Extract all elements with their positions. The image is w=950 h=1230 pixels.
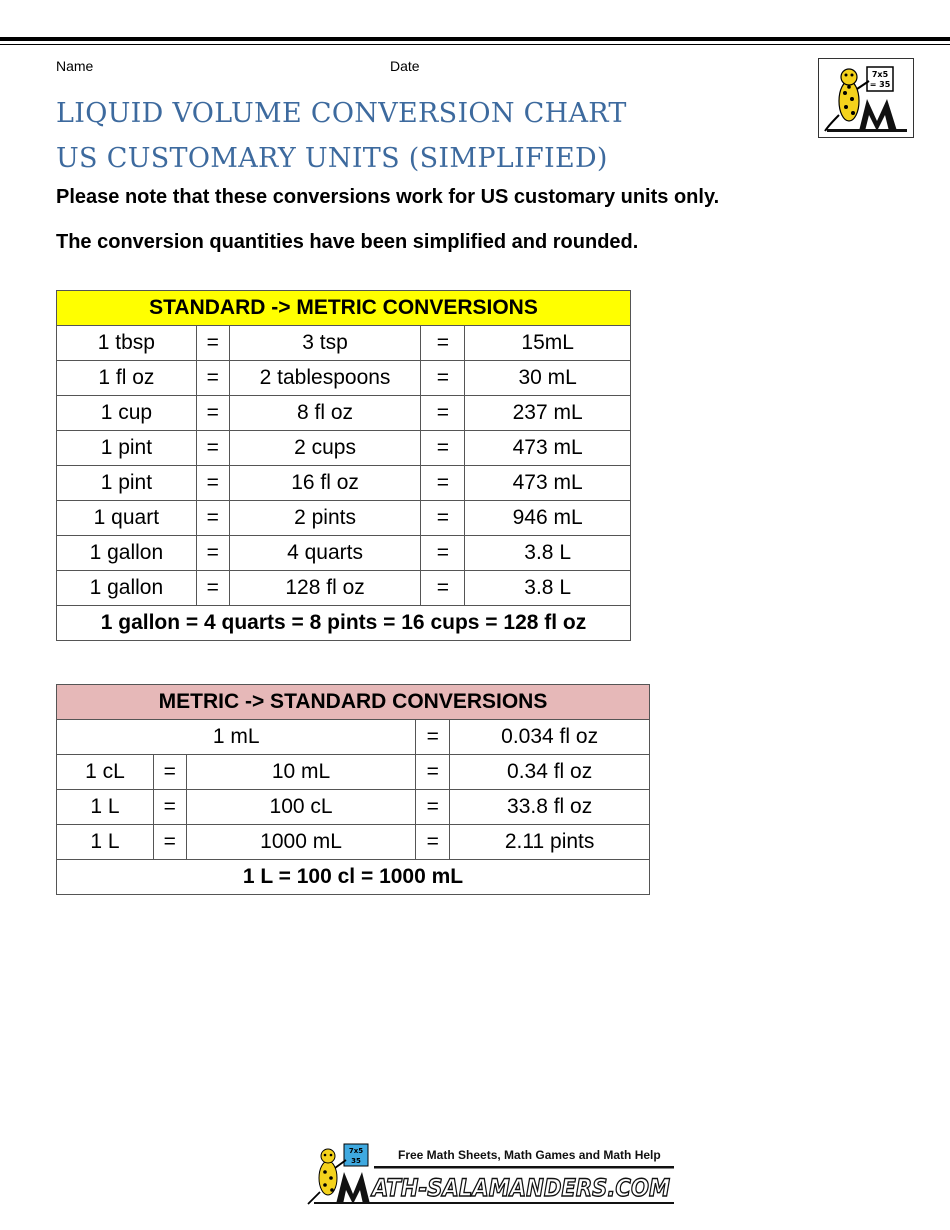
standard-to-metric-table [56, 290, 631, 641]
table-summary: 1 L = 100 cl = 1000 mL [57, 860, 650, 895]
title-line-1: LIQUID VOLUME CONVERSION CHART [56, 98, 627, 129]
metric-to-standard-table [56, 684, 650, 895]
footer-logo[interactable] [306, 1142, 676, 1206]
table-row: 1 gallon = 4 quarts = 3.8 L [57, 536, 631, 571]
note-rounded: The conversion quantities have been simplified and rounded. [56, 231, 639, 253]
table-row: 1 mL = 0.034 fl oz [57, 720, 650, 755]
date-label: Date [390, 58, 420, 74]
top-rule-thick [0, 37, 950, 41]
table-row: 1 L = 1000 mL = 2.11 pints [57, 825, 650, 860]
footer-brand: ATH-SALAMANDERS.COM [370, 1174, 671, 1202]
table-row: 1 pint = 2 cups = 473 mL [57, 431, 631, 466]
footer-badge-text-1: 7x5 [348, 1147, 364, 1155]
footer-tagline: Free Math Sheets, Math Games and Math Help [398, 1148, 661, 1162]
footer-salamander-logo-icon [306, 1142, 676, 1206]
top-rule-thin [0, 44, 950, 45]
table-row: 1 quart = 2 pints = 946 mL [57, 501, 631, 536]
logo-badge-text-1: 7x5 [871, 70, 889, 79]
note-us-units: Please note that these conversions work for US customary units only. [56, 186, 720, 208]
table-row: 1 cup = 8 fl oz = 237 mL [57, 396, 631, 431]
table-row: 1 fl oz = 2 tablespoons = 30 mL [57, 361, 631, 396]
table-summary: 1 gallon = 4 quarts = 8 pints = 16 cups = 128 fl oz [57, 606, 631, 641]
salamander-logo [818, 58, 914, 138]
logo-badge-text-2: = 35 [869, 80, 891, 89]
name-label: Name [56, 58, 94, 74]
table-row: 1 pint = 16 fl oz = 473 mL [57, 466, 631, 501]
table-row: 1 tbsp = 3 tsp = 15mL [57, 326, 631, 361]
table-row: 1 L = 100 cL = 33.8 fl oz [57, 790, 650, 825]
title-line-2: US CUSTOMARY UNITS (SIMPLIFIED) [56, 143, 608, 174]
table-header: METRIC -> STANDARD CONVERSIONS [57, 685, 650, 720]
table-row: 1 cL = 10 mL = 0.34 fl oz [57, 755, 650, 790]
footer-badge-text-2: 35 [351, 1157, 361, 1165]
table-row: 1 gallon = 128 fl oz = 3.8 L [57, 571, 631, 606]
salamander-logo-icon [819, 59, 913, 137]
table-header: STANDARD -> METRIC CONVERSIONS [57, 291, 631, 326]
